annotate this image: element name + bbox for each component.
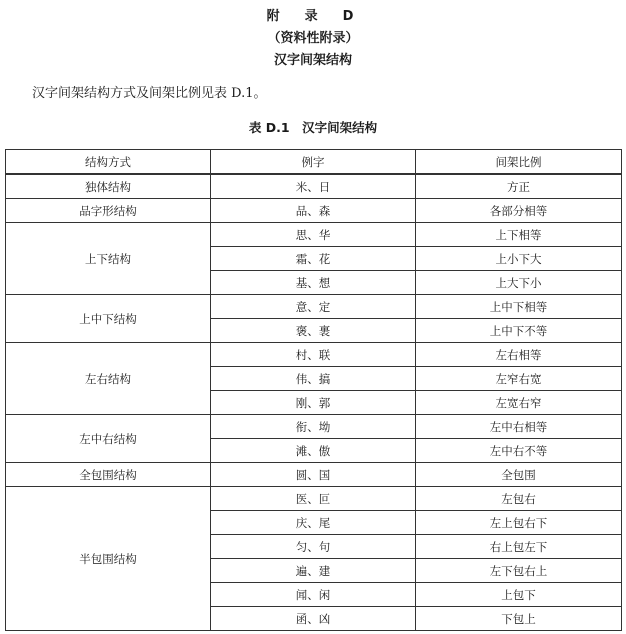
structure-type-cell: 全包围结构 [6,463,211,487]
example-chars-cell: 意、定 [211,295,416,319]
header-example: 例字 [211,150,416,175]
ratio-cell: 左中右不等 [416,439,622,463]
structure-type-cell: 上下结构 [6,223,211,295]
header-row [6,150,622,175]
example-chars-cell: 思、华 [211,223,416,247]
table-row [6,463,622,487]
table-row [6,199,622,223]
ratio-cell: 下包上 [416,607,622,631]
example-chars-cell: 米、日 [211,174,416,199]
example-chars-cell: 褒、裹 [211,319,416,343]
table-row [6,295,622,319]
structure-table [5,149,622,631]
example-chars-cell: 衔、坳 [211,415,416,439]
example-chars-cell: 滩、傲 [211,439,416,463]
table-row [6,174,622,199]
ratio-cell: 上下相等 [416,223,622,247]
structure-type-cell: 品字形结构 [6,199,211,223]
table-row [6,415,622,439]
structure-type-cell: 左中右结构 [6,415,211,463]
table-row [6,343,622,367]
example-chars-cell: 遍、建 [211,559,416,583]
ratio-cell: 左上包右下 [416,511,622,535]
header-ratio: 间架比例 [416,150,622,175]
ratio-cell: 左窄右宽 [416,367,622,391]
ratio-cell: 上大下小 [416,271,622,295]
appendix-note: （资料性附录） [267,31,359,46]
example-chars-cell: 函、凶 [211,607,416,631]
ratio-cell: 左中右相等 [416,415,622,439]
ratio-cell: 左宽右窄 [416,391,622,415]
example-chars-cell: 基、想 [211,271,416,295]
structure-type-cell: 左右结构 [6,343,211,415]
ratio-cell: 方正 [416,174,622,199]
ratio-cell: 右上包左下 [416,535,622,559]
example-chars-cell: 闻、闲 [211,583,416,607]
ratio-cell: 左右相等 [416,343,622,367]
ratio-cell: 左包右 [416,487,622,511]
structure-type-cell: 独体结构 [6,174,211,199]
example-chars-cell: 伟、搞 [211,367,416,391]
table-header [6,150,622,175]
ratio-cell: 左下包右上 [416,559,622,583]
example-chars-cell: 品、森 [211,199,416,223]
example-chars-cell: 圆、国 [211,463,416,487]
ratio-cell: 上包下 [416,583,622,607]
example-chars-cell: 匀、句 [211,535,416,559]
example-chars-cell: 村、联 [211,343,416,367]
ratio-cell: 全包围 [416,463,622,487]
appendix-label: 附 录 D [266,9,360,24]
ratio-cell: 上小下大 [416,247,622,271]
appendix-title: 汉字间架结构 [273,53,352,68]
intro-paragraph: 汉字间架结构方式及间架比例见表 D.1。 [32,86,267,101]
table-row [6,223,622,247]
table-body [6,174,622,631]
example-chars-cell: 庆、尾 [211,511,416,535]
example-chars-cell: 医、叵 [211,487,416,511]
table-caption: 表 D.1 汉字间架结构 [248,120,378,135]
ratio-cell: 上中下相等 [416,295,622,319]
example-chars-cell: 刚、郭 [211,391,416,415]
structure-type-cell: 半包围结构 [6,487,211,631]
example-chars-cell: 霜、花 [211,247,416,271]
ratio-cell: 上中下不等 [416,319,622,343]
structure-type-cell: 上中下结构 [6,295,211,343]
header-structure: 结构方式 [6,150,211,175]
table-row [6,487,622,511]
ratio-cell: 各部分相等 [416,199,622,223]
